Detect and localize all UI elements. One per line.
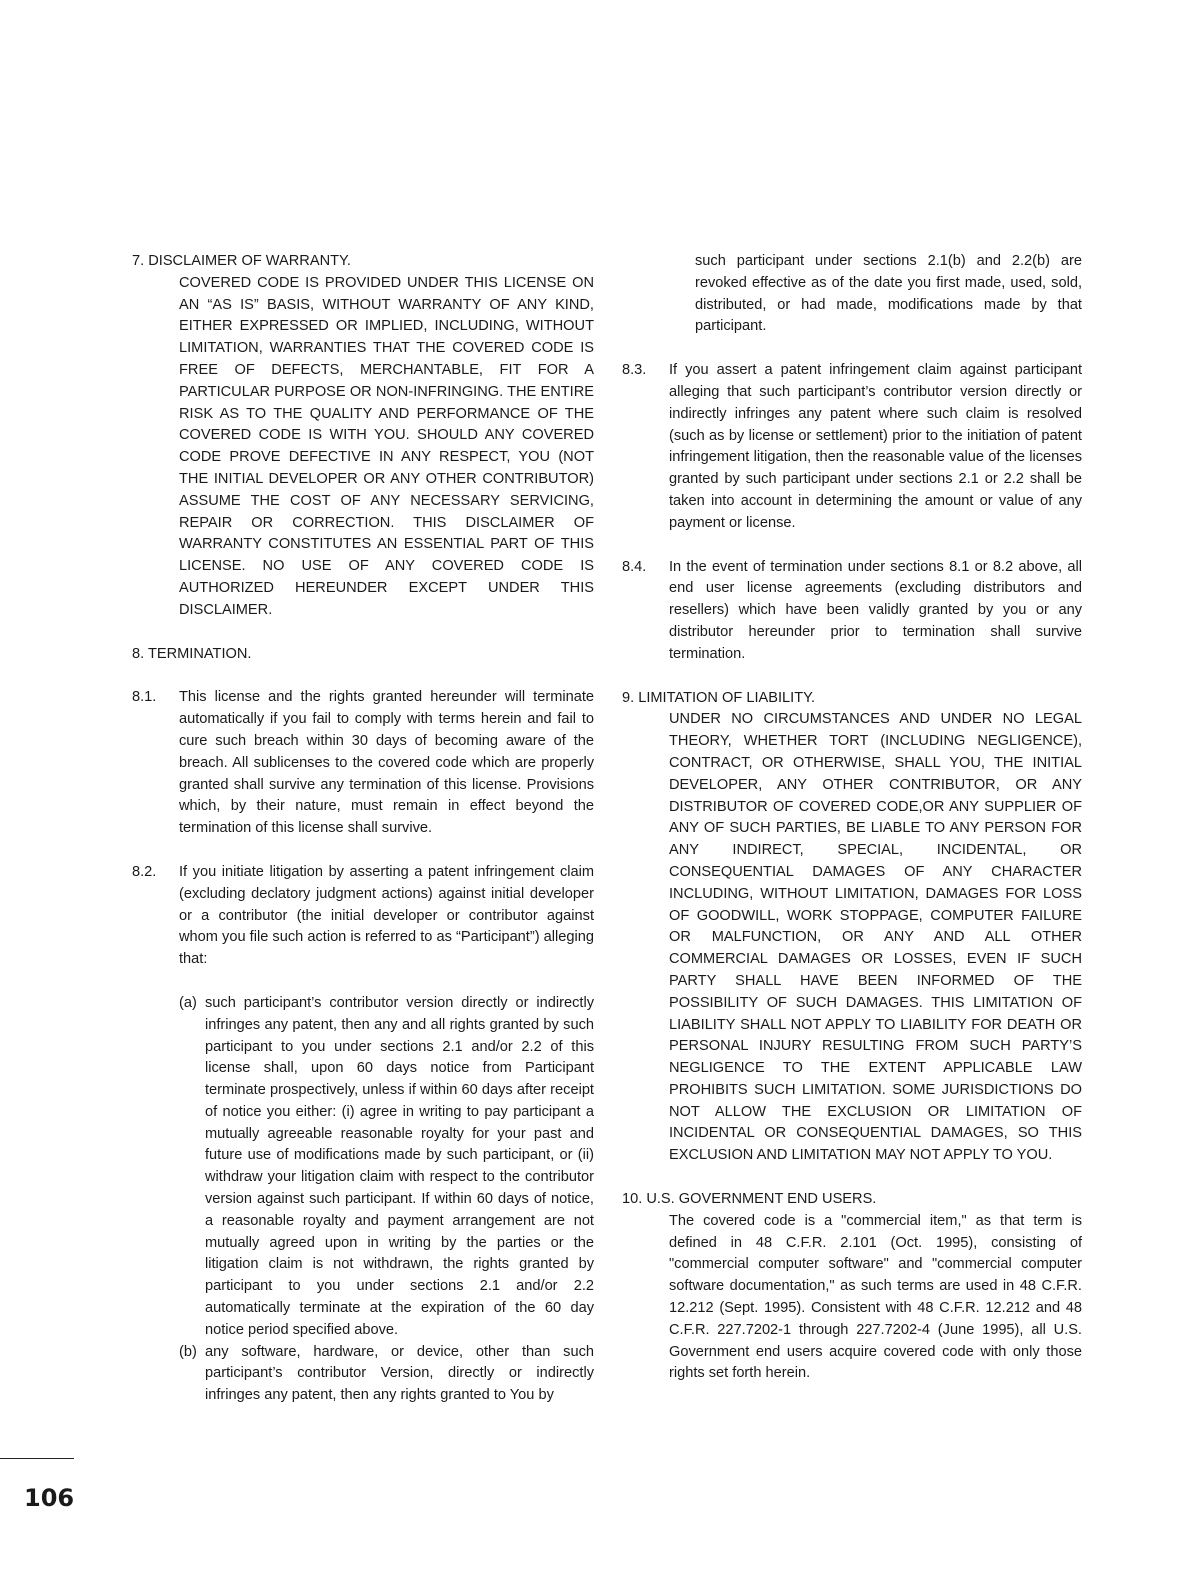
right-column [622, 251, 1082, 1385]
section-7-title: 7. DISCLAIMER OF WARRANTY. [132, 253, 351, 269]
section-9-text: UNDER NO CIRCUMSTANCES AND UNDER NO LEGAL THEORY, WHETHER TORT (INCLUDING NEGLIGENCE), CONTRACT, OR OTHERWISE, SHALL YOU, THE INITIAL DEVELOPER, ANY OTHER CONTRIBUTOR, OR ANY DISTRIBUTOR OF COVERED CODE,OR ANY SUPPLIER OF ANY OF SUCH PARTIES, BE LIABLE TO ANY PERSON FOR ANY INDIRECT, SPECIAL, INCIDENTAL, OR CONSEQUENTIAL DAMAGES OF ANY CHARACTER INCLUDING, WITHOUT LIMITATION, DAMAGES FOR LOSS OF GOODWILL, WORK STOPPAGE, COMPUTER FAILURE OR MALFUNCTION, OR ANY AND ALL OTHER COMMERCIAL DAMAGES OR LOSSES, EVEN IF SUCH PARTY SHALL HAVE BEEN INFORMED OF THE POSSIBILITY OF SUCH DAMAGES. THIS LIMITATION OF LIABILITY SHALL NOT APPLY TO LIABILITY FOR DEATH OR PERSONAL INJURY RESULTING FROM SUCH PARTY’S NEGLIGENCE TO THE EXTENT APPLICABLE LAW PROHIBITS SUCH LIMITATION. SOME JURISDICTIONS DO NOT ALLOW THE EXCLUSION OR LIMITATION OF INCIDENTAL OR CONSEQUENTIAL DAMAGES, SO THIS EXCLUSION AND LIMITATION MAY NOT APPLY TO YOU. [669, 711, 1082, 1164]
left-column [132, 251, 594, 1407]
footer-rule [0, 1458, 74, 1459]
clause-8-2-a [132, 993, 594, 1342]
clause-8-2-number: 8.2. [132, 863, 157, 880]
clause-8-2-b-label: (b) [179, 1343, 197, 1360]
section-9-title: 9. LIMITATION OF LIABILITY. [622, 689, 816, 706]
clause-8-3-number: 8.3. [622, 362, 647, 379]
clause-8-2-a-label: (a) [179, 994, 197, 1011]
clause-8-2-a-text: such participant’s contributor version directly or indirectly infringes any patent, then any and all rights granted by such participant to you under sections 2.1 and/or 2.2 of this license shall, upon 60 days notice from Participant terminate prospectively, unless if within 60 days after receipt of notice you either: (i) agree in writing to pay participant a mutually agreeable reasonable royalty for your past and future use of modifications made by such participant, or (ii) withdraw your litigation claim with respect to the contributor version against such participant. If within 60 days of notice, a reasonable royalty and payment arrangement are not mutually agreed upon in writing by the parties or the litigation claim is not withdrawn, the rights granted by participant to you under sections 2.1 and/or 2.2 automatically terminate at the expiration of the 60 day notice period specified above. [205, 994, 594, 1338]
clause-8-4 [622, 557, 1082, 666]
clause-8-2-b [132, 1342, 594, 1407]
clause-8-1-number: 8.1. [132, 689, 157, 706]
section-10-text: The covered code is a "commercial item," as that term is defined in 48 C.F.R. 2.101 (Oct. 1995), consisting of "commercial computer software" and "commercial computer software documentation," as such terms are used in 48 C.F.R. 12.212 (Sept. 1995). Consistent with 48 C.F.R. 12.212 and 48 C.F.R. 227.7202-1 through 227.7202-4 (June 1995), all U.S. Government end users acquire covered code with only those rights set forth herein. [669, 1212, 1082, 1382]
section-8-title: 8. TERMINATION. [132, 645, 252, 662]
page-number: 106 [24, 1484, 75, 1512]
clause-8-1-text: This license and the rights granted hereunder will terminate automatically if you fail to comply with terms herein and fail to cure such breach within 30 days of becoming aware of the breach. All sublicenses to the covered code which are properly granted shall survive any termination of this license. Provisions which, by their nature, must remain in effect beyond the termination of this license shall survive. [179, 689, 594, 837]
section-10-title: 10. U.S. GOVERNMENT END USERS. [622, 1191, 877, 1208]
clause-8-2-b-continued: such participant under sections 2.1(b) and 2.2(b) are revoked effective as of the date you first made, used, sold, distributed, or had made, modifications made by that participant. [695, 253, 1082, 335]
clause-8-3-text: If you assert a patent infringement claim against participant alleging that such participant’s contributor version directly or indirectly infringes any patent where such claim is resolved (such as by license or settlement) prior to the initiation of patent infringement litigation, then the reasonable value of the licenses granted by such participant under sections 2.1 or 2.2 shall be taken into account in determining the amount or value of any payment or license. [669, 362, 1082, 531]
clause-8-3 [622, 360, 1082, 534]
section-7-text: COVERED CODE IS PROVIDED UNDER THIS LICENSE ON AN “AS IS” BASIS, WITHOUT WARRANTY OF ANY KIND, EITHER EXPRESSED OR IMPLIED, INCLUDING, WITHOUT LIMITATION, WARRANTIES THAT THE COVERED CODE IS FREE OF DEFECTS, MERCHANTABLE, FIT FOR A PARTICULAR PURPOSE OR NON-INFRINGING. THE ENTIRE RISK AS TO THE QUALITY AND PERFORMANCE OF THE COVERED CODE IS WITH YOU. SHOULD ANY COVERED CODE PROVE DEFECTIVE IN ANY RESPECT, YOU (NOT THE INITIAL DEVELOPER OR ANY OTHER CONTRIBUTOR) ASSUME THE COST OF ANY NECESSARY SERVICING, REPAIR OR CORRECTION. THIS DISCLAIMER OF WARRANTY CONSTITUTES AN ESSENTIAL PART OF THIS LICENSE. NO USE OF ANY COVERED CODE IS AUTHORIZED HEREUNDER EXCEPT UNDER THIS DISCLAIMER. [179, 274, 594, 618]
clause-8-1 [132, 687, 594, 840]
clause-8-2-text: If you initiate litigation by asserting a patent infringement claim (excluding declatory judgment actions) against initial developer or a contributor (the initial developer or contributor against whom you file such action is referred to as “Participant”) alleging that: [179, 863, 594, 968]
clause-8-4-number: 8.4. [622, 558, 647, 575]
clause-8-2-b-text: any software, hardware, or device, other than such participant’s contributor Version, directly or indirectly infringes any patent, then any rights granted to You by [205, 1343, 594, 1404]
clause-8-4-text: In the event of termination under sections 8.1 or 8.2 above, all end user license agreements (excluding distributors and resellers) which have been validly granted by you or any distributor hereunder prior to termination shall survive termination. [669, 558, 1082, 662]
clause-8-2 [132, 862, 594, 971]
